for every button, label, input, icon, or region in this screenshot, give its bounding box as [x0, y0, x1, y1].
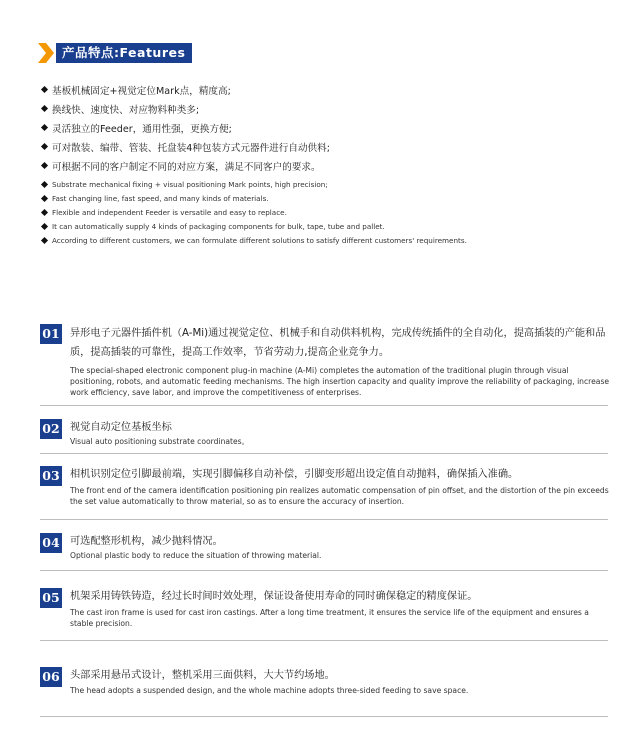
- bullet-diamond-icon: [41, 143, 48, 150]
- features-header: [38, 43, 192, 63]
- item-number: 06: [40, 667, 62, 687]
- divider: [40, 453, 608, 454]
- item-number: 04: [40, 533, 62, 553]
- bullet-diamond-icon: [41, 105, 48, 112]
- item-text-cn: 视觉自动定位基板坐标: [70, 422, 172, 433]
- item-text-en: The special-shaped electronic component plug-in machine (A-Mi) completes the automation of the traditional plugin through visual positioning, robots, and automatic feeding mechanisms. The high insertion capacity and quality improve the reliability of packaging, increase work efficiency, save labor, and improve the competitiveness of enterprises.: [70, 366, 610, 397]
- list-item: 灵活独立的Feeder，通用性强，更换方便;: [40, 118, 600, 137]
- list-item: 可对散装、编带、管装、托盘装4种包装方式元器件进行自动供料;: [40, 137, 600, 156]
- features-list-en: [40, 177, 620, 248]
- bullet-diamond-icon: [41, 209, 48, 216]
- item-text-cn: 头部采用悬吊式设计，整机采用三面供料，大大节约场地。: [70, 670, 335, 681]
- divider: [40, 519, 608, 520]
- list-item: Flexible and independent Feeder is versatile and easy to replace.: [40, 205, 620, 219]
- list-item: 基板机械固定+视觉定位Mark点，精度高;: [40, 80, 600, 99]
- list-item: Substrate mechanical fixing + visual positioning Mark points, high precision;: [40, 177, 620, 191]
- item-text-en: Visual auto positioning substrate coordinates。: [70, 437, 250, 446]
- list-item: 换线快、速度快、对应物料种类多;: [40, 99, 600, 118]
- bullet-diamond-icon: [41, 223, 48, 230]
- item-text-cn: 可选配整形机构，减少抛料情况。: [70, 536, 223, 547]
- item-number: 02: [40, 419, 62, 439]
- bullet-diamond-icon: [41, 86, 48, 93]
- item-text-cn: 相机识别定位引脚最前端，实现引脚偏移自动补偿，引脚变形超出设定值自动抛料，确保插入准确。: [70, 469, 519, 480]
- item-text-en: The cast iron frame is used for cast iron castings. After a long time treatment, it ensures the service life of the equipment and ensures a stable precision.: [70, 608, 589, 628]
- list-item: According to different customers, we can formulate different solutions to satisfy different customers' requirements.: [40, 234, 620, 248]
- item-number: 03: [40, 466, 62, 486]
- list-item: 可根据不同的客户制定不同的对应方案，满足不同客户的要求。: [40, 156, 600, 175]
- divider: [40, 405, 608, 406]
- bullet-diamond-icon: [41, 162, 48, 169]
- divider: [40, 640, 608, 641]
- bullet-diamond-icon: [41, 195, 48, 202]
- bullet-diamond-icon: [41, 237, 48, 244]
- feature-item-03: [40, 466, 610, 507]
- feature-item-05: [40, 588, 610, 629]
- feature-item-04: [40, 533, 610, 561]
- divider: [40, 716, 608, 717]
- item-text-en: The head adopts a suspended design, and the whole machine adopts three-sided feeding to save space.: [70, 686, 469, 695]
- chevron-right-icon: [38, 43, 54, 63]
- list-item: It can automatically supply 4 kinds of packaging components for bulk, tape, tube and pallet.: [40, 220, 620, 234]
- item-text-en: Optional plastic body to reduce the situation of throwing material.: [70, 551, 322, 560]
- features-list-cn: [40, 80, 600, 175]
- item-text-cn: 异形电子元器件插件机（A-Mi)通过视觉定位、机械手和自动供料机构，完成传统插件的全自动化，提高插装的产能和品质，提高插装的可靠性，提高工作效率，节省劳动力,提高企业竞争力。: [70, 328, 606, 358]
- item-number: 01: [40, 324, 62, 344]
- feature-item-06: [40, 667, 610, 696]
- feature-item-01: [40, 324, 610, 398]
- item-number: 05: [40, 588, 62, 608]
- divider: [40, 570, 608, 571]
- feature-item-02: [40, 419, 610, 447]
- bullet-diamond-icon: [41, 124, 48, 131]
- section-title: 产品特点:Features: [56, 43, 192, 63]
- item-text-en: The front end of the camera identification positioning pin realizes automatic compensation of pin offset, and the distortion of the pin exceeds the set value automatically to throw material, so as to ensure the accuracy of insertion.: [70, 486, 609, 506]
- bullet-diamond-icon: [41, 181, 48, 188]
- list-item: Fast changing line, fast speed, and many kinds of materials.: [40, 191, 620, 205]
- item-text-cn: 机架采用铸铁铸造，经过长时间时效处理，保证设备使用寿命的同时确保稳定的精度保证。: [70, 591, 478, 602]
